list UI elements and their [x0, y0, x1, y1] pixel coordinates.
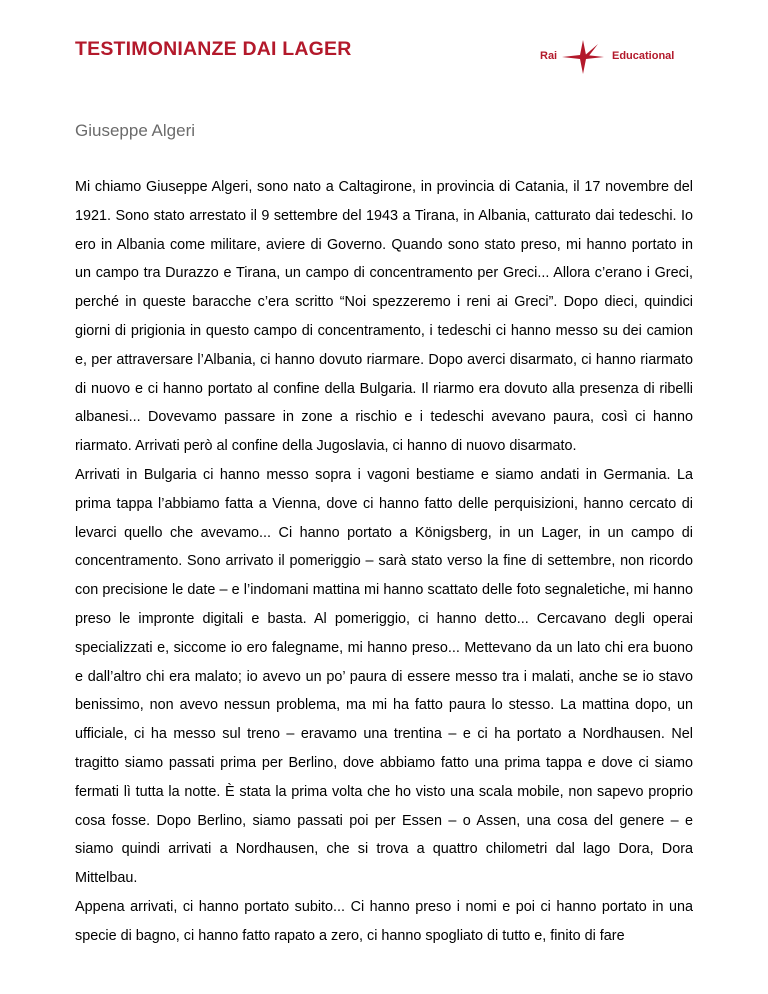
page-header — [0, 0, 768, 90]
rai-educational-logo — [540, 40, 700, 74]
paragraph: Mi chiamo Giuseppe Algeri, sono nato a Caltagirone, in provincia di Catania, il 17 novembre del 1921. Sono stato arrestato il 9 settembre del 1943 a Tirana, in Albania, catturato dai tedeschi. Io ero in Albania come militare, aviere di Governo. Quando sono stato preso, mi hanno portato in un campo tra Durazzo e Tirana, un campo di concentramento per Greci... Allora c’erano i Greci, perché in queste baracche c’era scritto “Noi spezzeremo i reni ai Greci”. Dopo dieci, quindici giorni di prigionia in questo campo di concentramento, i tedeschi ci hanno messo su dei camion e, per attraversare l’Albania, ci hanno dovuto riarmare. Dopo averci disarmato, ci hanno riarmato di nuovo e ci hanno portato al confine della Bulgaria. Il riarmo era dovuto alla presenza di ribelli albanesi... Dovevamo passare in zone a rischio e i tedeschi avevano paura, così ci hanno riarmato. Arrivati però al confine della Jugoslavia, ci hanno di nuovo disarmato. — [75, 179, 693, 455]
paragraph: Arrivati in Bulgaria ci hanno messo sopra i vagoni bestiame e siamo andati in Germania. La prima tappa l’abbiamo fatta a Vienna, dove ci hanno fatto delle perquisizioni, hanno cercato di levarci quello che avevamo... Ci hanno portato a Königsberg, in un Lager, in un campo di concentramento. Sono arrivato il pomeriggio – sarà stato verso la fine di settembre, non ricordo con precisione le date – e l’indomani mattina mi hanno scattato delle foto segnaletiche, mi hanno preso le impronte digitali e basta. Al pomeriggio, ci hanno detto... Cercavano degli operai specializzati e, siccome io ero falegname, mi hanno preso... Mettevano da un lato chi era buono e dall’altro chi era malato; io avevo un po’ paura di essere messo tra i malati, anche se io stavo benissimo, non avevo nessun problema, ma mi ha fatto paura lo stesso. La mattina dopo, un ufficiale, ci ha messo sul treno – eravamo una trentina – e ci ha portato a Nordhausen. Nel tragitto siamo passati prima per Berlino, dove abbiamo fatto una prima tappa e dove ci siamo fermati lì tutta la notte. È stata la prima volta che ho visto una scala mobile, non sapevo proprio cosa fosse. Dopo Berlino, siamo passati poi per Essen – o Assen, una cosa del genere – e siamo quindi arrivati a Nordhausen, che si trova a quattro chilometri dal lago Dora, Dora Mittelbau. — [75, 466, 693, 887]
rai-butterfly-icon — [560, 40, 606, 74]
document-title: TESTIMONIANZE DAI LAGER — [75, 38, 352, 60]
testimony-body — [75, 173, 693, 951]
logo-text-rai: Rai — [540, 50, 558, 62]
paragraph: Appena arrivati, ci hanno portato subito... Ci hanno preso i nomi e poi ci hanno portato in una specie di bagno, ci hanno fatto rapato a zero, ci hanno spogliato di tutto e, finito di fare — [75, 898, 693, 944]
witness-name: Giuseppe Algeri — [75, 121, 196, 140]
logo-text-educational: Educational — [612, 50, 675, 62]
